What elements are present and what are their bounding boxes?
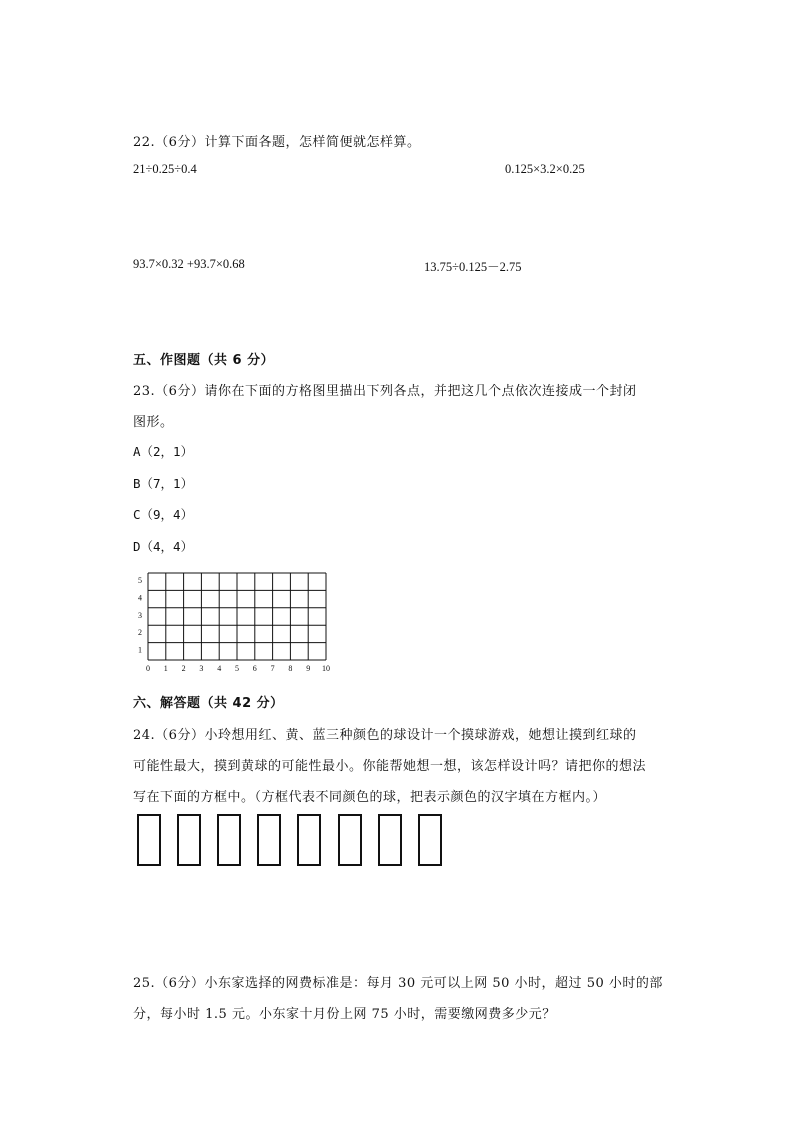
q24-line-1: 24.（6分）小玲想用红、黄、蓝三种颜色的球设计一个摸球游戏，她想让摸到红球的 — [133, 728, 637, 743]
section-title-drawing: 五、作图题（共 6 分） — [133, 353, 275, 368]
q22-title: 22.（6分）计算下面各题，怎样简便就怎样算。 — [133, 135, 421, 150]
answer-box[interactable] — [177, 814, 201, 866]
expression-3: 93.7×0.32 +93.7×0.68 — [133, 257, 245, 271]
answer-box[interactable] — [297, 814, 321, 866]
coordinate-grid[interactable] — [130, 566, 340, 678]
q23-line-1: 23.（6分）请你在下面的方格图里描出下列各点，并把这几个点依次连接成一个封闭 — [133, 384, 637, 399]
q24-line-3: 写在下面的方框中。（方框代表不同颜色的球，把表示颜色的汉字填在方框内。） — [133, 790, 607, 805]
point-c: C（9，4） — [133, 507, 194, 522]
x-axis-tick-label: 7 — [270, 664, 275, 673]
y-axis-tick-label: 3 — [138, 610, 142, 620]
x-axis-tick-label: 10 — [322, 664, 330, 673]
x-axis-tick-label: 2 — [181, 664, 186, 673]
y-axis-tick-label: 4 — [138, 593, 142, 603]
answer-box[interactable] — [338, 814, 362, 866]
x-axis-tick-label: 4 — [217, 664, 222, 673]
y-axis-tick-label: 2 — [138, 628, 142, 638]
expression-4: 13.75÷0.125－2.75 — [424, 260, 522, 274]
y-axis-tick-label: 1 — [138, 645, 142, 655]
point-a: A（2，1） — [133, 444, 194, 459]
q23-line-2: 图形。 — [133, 415, 174, 430]
x-axis-tick-label: 6 — [252, 664, 257, 673]
answer-box[interactable] — [217, 814, 241, 866]
point-d: D（4，4） — [133, 539, 194, 554]
x-axis-tick-label: 5 — [235, 664, 239, 673]
x-axis-tick-label: 3 — [199, 664, 204, 673]
x-axis-tick-label: 8 — [288, 664, 293, 673]
q25-line-2: 分，每小时 1.5 元。小东家十月份上网 75 小时，需要缴网费多少元？ — [133, 1007, 556, 1022]
x-axis-tick-label: 0 — [146, 664, 150, 673]
point-b: B（7，1） — [133, 476, 194, 491]
q24-line-2: 可能性最大，摸到黄球的可能性最小。你能帮她想一想，该怎样设计吗？请把你的想法 — [133, 759, 647, 774]
expression-1: 21÷0.25÷0.4 — [133, 162, 197, 176]
y-axis-tick-label: 5 — [138, 576, 142, 585]
x-axis-tick-label: 9 — [306, 664, 311, 673]
answer-box[interactable] — [257, 814, 281, 866]
expression-2: 0.125×3.2×0.25 — [505, 162, 585, 176]
answer-box[interactable] — [137, 814, 161, 866]
x-axis-tick-label: 1 — [163, 664, 168, 673]
answer-box[interactable] — [378, 814, 402, 866]
section-title-answers: 六、解答题（共 42 分） — [133, 696, 284, 711]
answer-box[interactable] — [418, 814, 442, 866]
q25-line-1: 25.（6分）小东家选择的网费标准是：每月 30 元可以上网 50 小时，超过 50 小时的部 — [133, 976, 663, 991]
